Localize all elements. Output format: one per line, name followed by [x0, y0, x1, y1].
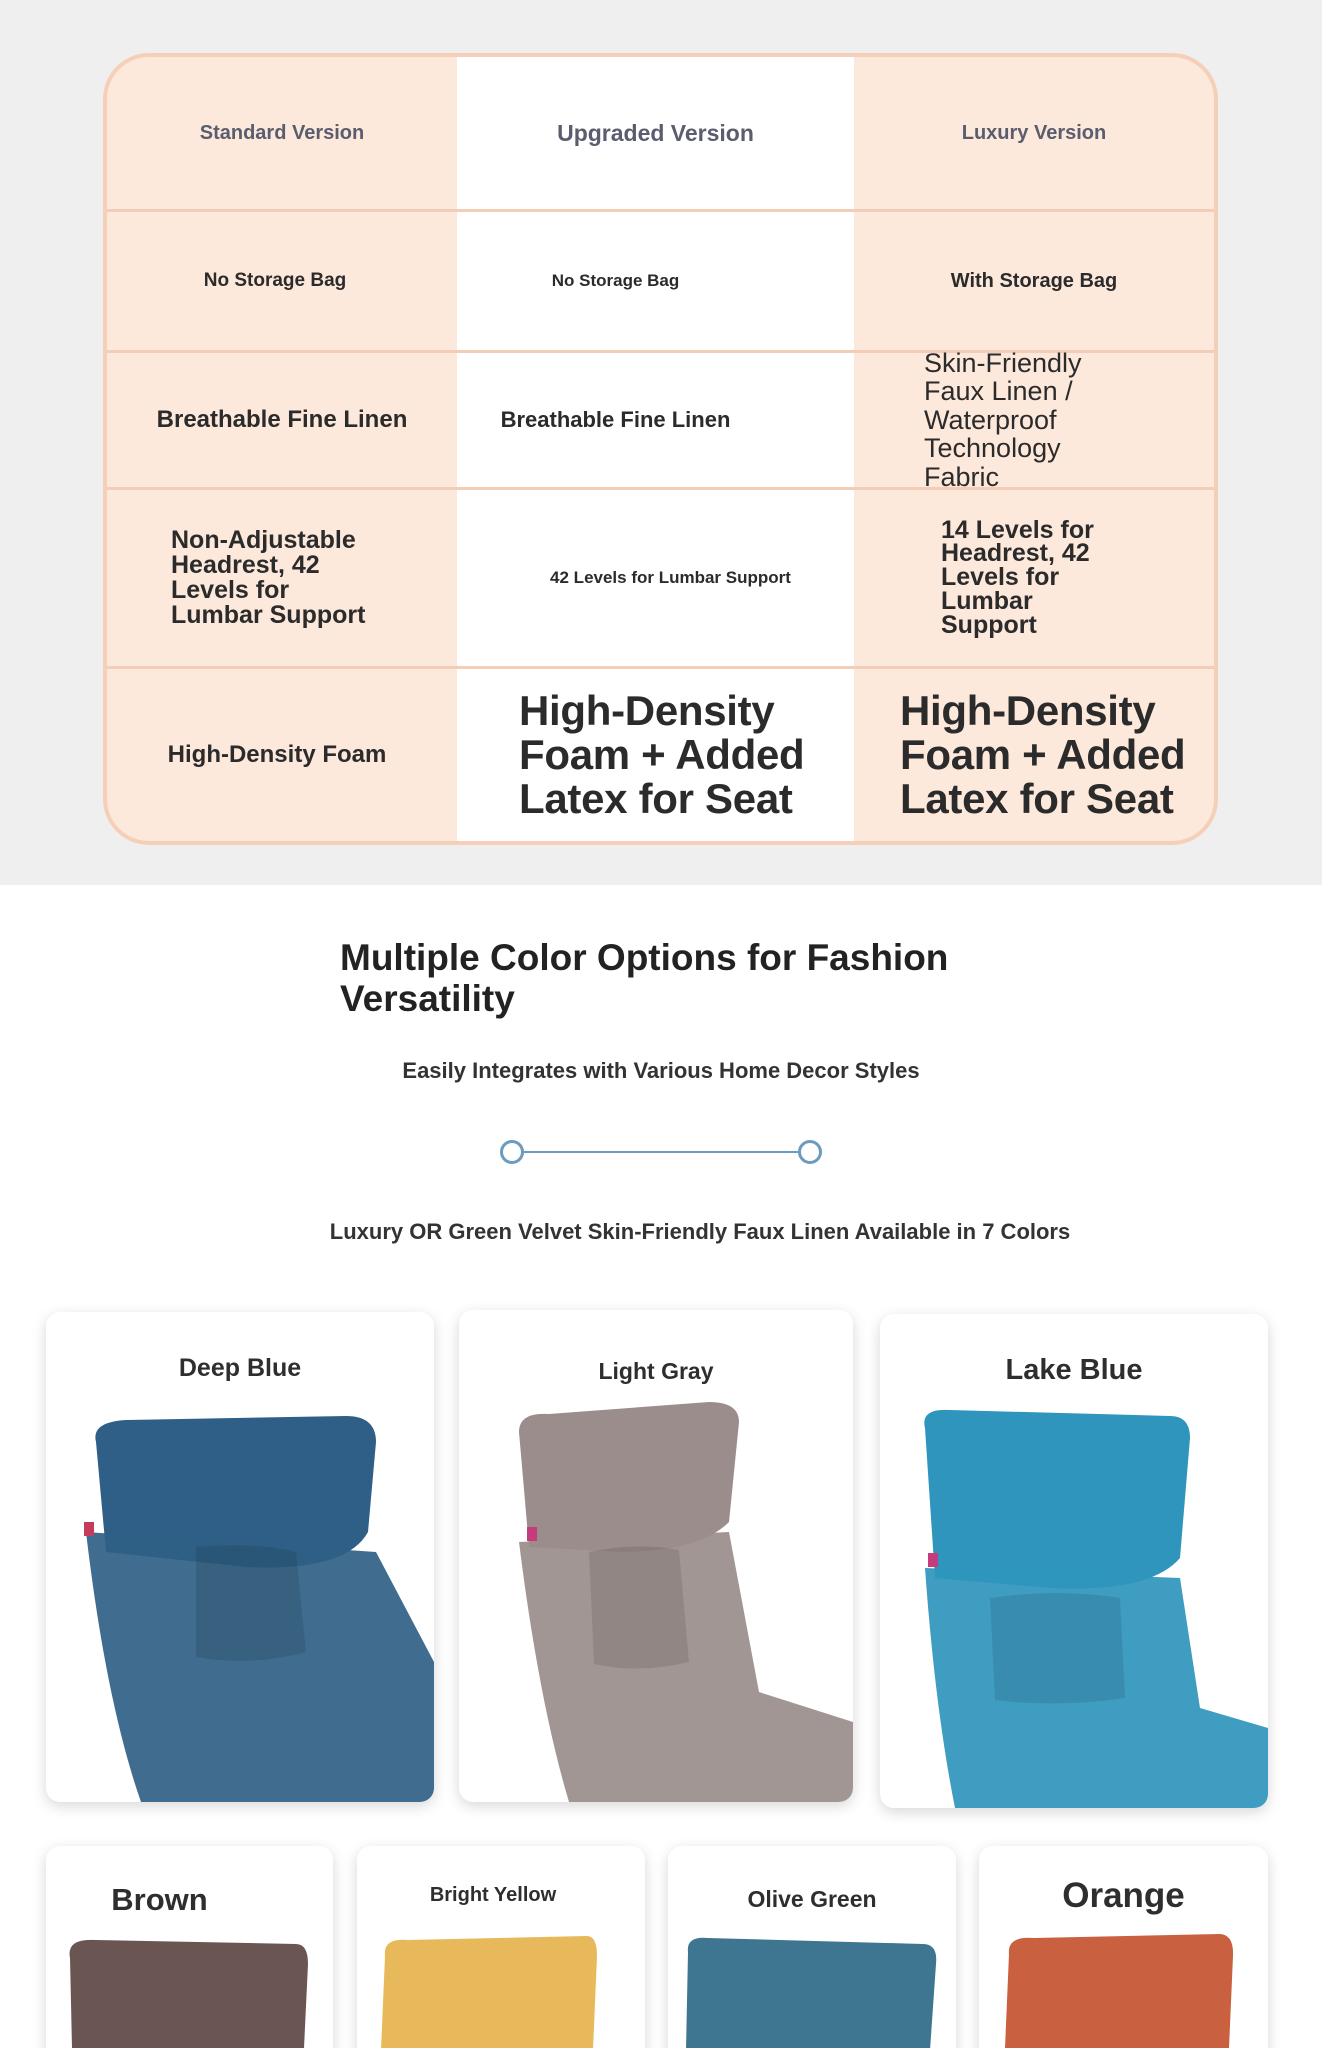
luxury-fabric-cell: Skin-Friendly Faux Linen / Waterproof Technology Fabric — [854, 353, 1214, 490]
color-name-label: Light Gray — [598, 1358, 714, 1384]
color-name-label: Brown — [111, 1882, 208, 1917]
color-name-label: Lake Blue — [1005, 1354, 1143, 1386]
standard-headrest-cell: Non-Adjustable Headrest, 42 Levels for Lumbar Support — [107, 490, 457, 669]
color-availability-text: Luxury OR Green Velvet Skin-Friendly Faux Linen Available in 7 Colors — [329, 1219, 1071, 1244]
color-name-label: Deep Blue — [178, 1354, 302, 1382]
color-card-lake-blue[interactable] — [880, 1314, 1268, 1808]
chair-image — [46, 1928, 333, 2048]
color-card-brown[interactable] — [46, 1846, 333, 2048]
divider-right-circle-icon — [798, 1140, 822, 1164]
header-upgraded-version: Upgraded Version — [457, 57, 854, 212]
chair-image — [46, 1402, 434, 1802]
upgraded-headrest-cell: 42 Levels for Lumbar Support — [457, 490, 854, 669]
header-standard-version: Standard Version — [107, 57, 457, 212]
chair-image — [880, 1408, 1268, 1808]
color-name-label: Orange — [1062, 1876, 1185, 1915]
upgraded-fabric-cell: Breathable Fine Linen — [457, 353, 854, 490]
upgraded-storage-cell: No Storage Bag — [457, 212, 854, 353]
divider-line — [512, 1151, 810, 1153]
upgraded-foam-cell: High-Density Foam + Added Latex for Seat — [457, 669, 854, 841]
decorative-divider — [500, 1140, 822, 1164]
version-comparison-section — [0, 0, 1322, 885]
chair-image — [668, 1930, 956, 2048]
standard-foam-cell: High-Density Foam — [167, 741, 387, 769]
color-name-label: Bright Yellow — [429, 1884, 557, 1906]
color-card-deep-blue[interactable] — [46, 1312, 434, 1802]
standard-storage-cell: No Storage Bag — [107, 212, 457, 353]
luxury-foam-cell: High-Density Foam + Added Latex for Seat — [900, 686, 1186, 823]
color-card-light-gray[interactable] — [459, 1310, 853, 1802]
chair-image — [357, 1930, 645, 2048]
luxury-headrest-cell: 14 Levels for Headrest, 42 Levels for Lumbar Support — [854, 490, 1214, 669]
chair-image — [459, 1402, 853, 1802]
divider-left-circle-icon — [500, 1140, 524, 1164]
color-card-orange[interactable] — [979, 1846, 1268, 2048]
color-card-bright-yellow[interactable] — [357, 1846, 645, 2048]
colors-section-subtitle: Easily Integrates with Various Home Decor Styles — [402, 1058, 920, 1083]
color-name-label: Olive Green — [747, 1886, 877, 1912]
version-comparison-table — [103, 53, 1218, 845]
chair-image — [979, 1928, 1268, 2048]
color-card-olive-green[interactable] — [668, 1846, 956, 2048]
colors-section-title: Multiple Color Options for Fashion Versatility — [340, 937, 949, 1019]
standard-fabric-cell: Breathable Fine Linen — [107, 353, 457, 490]
header-luxury-version: Luxury Version — [854, 57, 1214, 212]
luxury-storage-cell: With Storage Bag — [854, 212, 1214, 353]
